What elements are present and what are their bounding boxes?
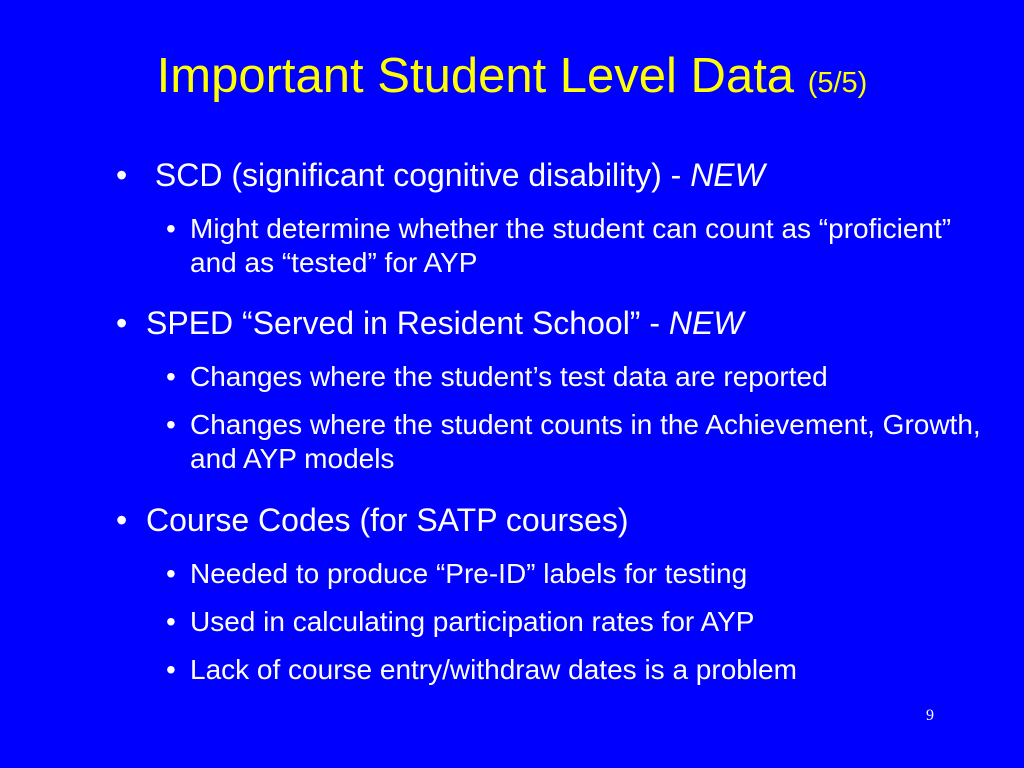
sub-bullet-icon: • bbox=[166, 654, 176, 685]
sub-bullet-icon: • bbox=[166, 361, 176, 392]
sub-bullet-text: Might determine whether the student can count as “proficient” and as “tested” for AYP bbox=[190, 213, 952, 278]
slide-title bbox=[0, 49, 1024, 103]
new-badge-text: NEW bbox=[690, 157, 765, 193]
bullet-item-course-codes bbox=[116, 502, 629, 538]
sub-bullet-text: Changes where the student’s test data are reported bbox=[190, 361, 828, 392]
sub-bullet-item bbox=[166, 212, 990, 279]
sub-bullet-icon: • bbox=[166, 409, 176, 440]
bullet-icon: • bbox=[116, 305, 128, 341]
bullet-item-text: Course Codes (for SATP courses) bbox=[146, 502, 629, 538]
bullet-icon: • bbox=[116, 502, 128, 538]
sub-bullet-text: Needed to produce “Pre-ID” labels for testing bbox=[190, 558, 748, 589]
sub-bullet-icon: • bbox=[166, 213, 176, 244]
bullet-item-text: SCD (significant cognitive disability) - bbox=[146, 157, 691, 193]
sub-bullet-item bbox=[166, 605, 990, 639]
page-number: 9 bbox=[926, 707, 934, 724]
sub-bullet-item bbox=[166, 557, 990, 591]
bullet-item-scd bbox=[116, 157, 765, 193]
new-badge-text: NEW bbox=[668, 305, 744, 341]
sub-bullet-icon: • bbox=[166, 606, 176, 637]
sub-bullet-text: Used in calculating participation rates for AYP bbox=[190, 606, 755, 637]
bullet-item-sped bbox=[116, 305, 744, 341]
slide-title-page-indicator: (5/5) bbox=[807, 67, 868, 99]
sub-bullet-item bbox=[166, 360, 990, 394]
bullet-icon: • bbox=[116, 157, 128, 193]
slide-title-text: Important Student Level Data bbox=[156, 49, 795, 103]
sub-bullet-icon: • bbox=[166, 558, 176, 589]
sub-bullet-text: Changes where the student counts in the Achievement, Growth, and AYP models bbox=[190, 409, 981, 474]
sub-bullet-item bbox=[166, 408, 990, 475]
sub-bullet-text: Lack of course entry/withdraw dates is a problem bbox=[190, 654, 797, 685]
sub-bullet-item bbox=[166, 653, 990, 687]
bullet-item-text: SPED “Served in Resident School” - bbox=[146, 305, 669, 341]
